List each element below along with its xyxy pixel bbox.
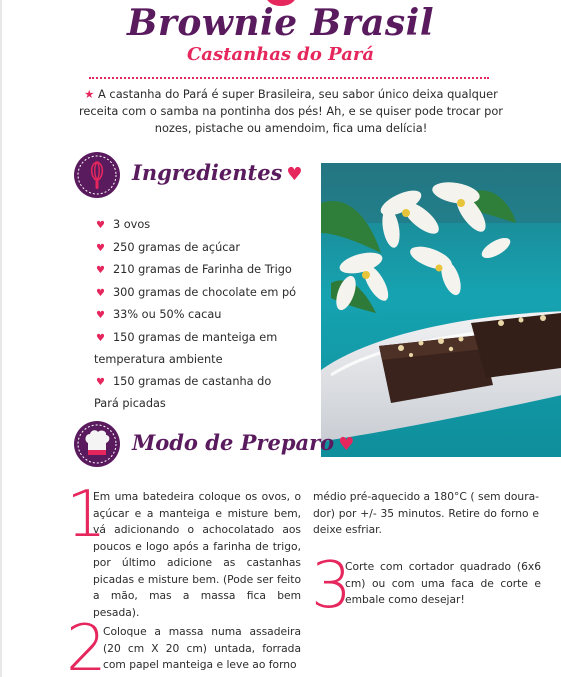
ingredient-text: 33% ou 50% cacau	[112, 308, 222, 321]
ingredient-text: 210 gramas de Farinha de Trigo	[112, 263, 292, 276]
list-item	[96, 327, 316, 371]
ingredient-text: 250 gramas de açúcar	[112, 240, 241, 254]
preparation-heading	[132, 430, 354, 455]
heart-icon: ♥	[286, 164, 303, 185]
chef-hat-icon	[74, 421, 120, 467]
step-3-text: Corte com cortador quadrado (6x6 cm) ou com uma faca de corte e embale como desejar!	[345, 560, 541, 606]
step-number-2: 2	[66, 612, 107, 677]
ingredient-text: 300 gramas de chocolate em pó	[112, 285, 297, 299]
preparation-title: Modo de Preparo	[132, 430, 335, 455]
divider	[89, 77, 489, 79]
list-item	[96, 282, 316, 305]
whisk-icon	[74, 152, 120, 198]
ingredient-text: 150 gramas de castanha do	[112, 374, 272, 388]
recipe-subtitle: Castanhas do Pará	[186, 44, 375, 65]
step-2-continued-text: médio pré-aquecido a 180°C ( sem doura-dor) por +/- 35 minutos. Retire do forno e deixe esfriar.	[313, 490, 539, 536]
list-item	[96, 371, 316, 415]
heart-bullet-icon: ♥	[96, 242, 105, 254]
ingredient-text-continued: temperatura ambiente	[94, 353, 223, 366]
list-item	[96, 237, 316, 260]
ingredient-text: 3 ovos	[112, 218, 151, 231]
step-number-1: 1	[66, 478, 107, 552]
ingredient-text-continued: Pará picadas	[94, 397, 166, 410]
page-edge	[0, 0, 2, 677]
heart-bullet-icon: ♥	[96, 332, 105, 344]
heart-icon: ♥	[338, 434, 355, 455]
heart-bullet-icon: ♥	[96, 220, 105, 231]
heart-bullet-icon: ♥	[96, 310, 105, 321]
star-icon: ★	[84, 87, 95, 101]
intro-paragraph	[70, 86, 512, 137]
heart-bullet-icon: ♥	[96, 376, 105, 388]
step-2-text: Coloque a massa numa assadeira (20 cm X 20 cm) untada, forrada com papel manteiga e leve ao forno	[103, 625, 301, 671]
brownie-photo	[321, 163, 561, 457]
heart-bullet-icon: ♥	[96, 265, 105, 276]
ingredients-heading	[132, 160, 303, 185]
step-number-3: 3	[311, 549, 352, 623]
ingredient-text: 150 gramas de manteiga em	[112, 330, 278, 344]
list-item	[96, 259, 316, 282]
list-item	[96, 214, 316, 237]
ingredients-title: Ingredientes	[132, 160, 283, 185]
intro-text: A castanha do Pará é super Brasileira, seu sabor único deixa qualquer receita com o samba na pontinha dos pés! Ah, e se quiser pode trocar por nozes, pistache ou amendoim, fica uma delícia!	[78, 87, 503, 135]
list-item	[96, 304, 316, 327]
recipe-title: Brownie Brasil	[126, 2, 435, 44]
ingredient-list	[96, 214, 316, 415]
heart-bullet-icon: ♥	[96, 287, 105, 299]
step-1-text: Em uma batedeira coloque os ovos, o açúcar e a manteiga e misture bem, vá adicionando o achocolatado aos poucos e logo após a farinha de trigo, por último adicione as castanhas picadas e misture bem. (Pode ser feito a mão, mas a massa fica bem pesada).	[93, 490, 301, 619]
